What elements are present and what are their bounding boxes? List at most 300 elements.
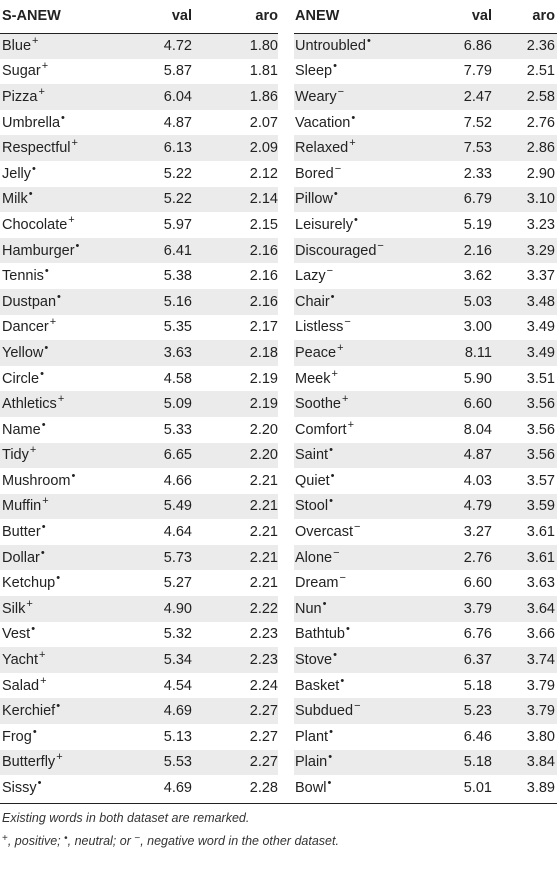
right-val-cell xyxy=(415,59,492,85)
left-word-text: Name xyxy=(2,421,41,438)
right-val-cell xyxy=(415,263,492,289)
positive-symbol: + xyxy=(2,832,8,844)
left-aro-text: 2.27 xyxy=(249,703,278,720)
right-val-cell xyxy=(415,545,492,571)
left-val-text: 4.54 xyxy=(163,677,192,694)
left-aro-text: 2.18 xyxy=(249,344,278,361)
table-row xyxy=(0,468,557,494)
right-word-text: Plant xyxy=(295,728,329,745)
right-word-cell xyxy=(294,775,415,801)
right-word-cell xyxy=(294,545,415,571)
right-val-text: 5.19 xyxy=(463,216,492,233)
right-aro-text: 3.49 xyxy=(526,344,555,361)
left-word-mark: • xyxy=(41,418,46,431)
left-aro-text: 1.86 xyxy=(249,88,278,105)
right-val-cell xyxy=(415,212,492,238)
left-word-mark: • xyxy=(40,546,45,559)
left-aro-cell xyxy=(192,263,278,289)
right-val-cell xyxy=(415,238,492,264)
right-aro-text: 3.66 xyxy=(526,626,555,643)
right-val-cell xyxy=(415,340,492,366)
left-word-cell xyxy=(0,622,118,648)
row-spacer-cell xyxy=(278,698,294,724)
right-aro-cell xyxy=(492,135,557,161)
left-word-mark: • xyxy=(44,265,49,278)
left-val-cell xyxy=(118,84,192,110)
right-word-text: Bathtub xyxy=(295,626,345,643)
left-word-mark: • xyxy=(40,367,44,380)
right-word-text: Untroubled xyxy=(295,38,366,55)
left-word-text: Jelly xyxy=(2,165,32,182)
right-word-mark: + xyxy=(347,418,355,431)
left-word-mark: + xyxy=(32,35,39,48)
right-word-cell xyxy=(294,519,415,545)
table-row xyxy=(0,622,557,648)
row-spacer-cell xyxy=(278,187,294,213)
right-aro-cell xyxy=(492,238,557,264)
right-word-mark: − xyxy=(337,85,345,98)
right-aro-text: 3.79 xyxy=(526,677,555,694)
right-val-cell xyxy=(415,775,492,801)
right-val-cell xyxy=(415,110,492,136)
negative-symbol: − xyxy=(134,832,141,844)
right-aro-text: 3.56 xyxy=(526,421,555,438)
left-aro-cell xyxy=(192,110,278,136)
right-word-cell xyxy=(294,698,415,724)
left-word-text: Salad xyxy=(2,677,40,694)
left-val-text: 5.34 xyxy=(163,652,192,669)
left-word-text: Vest xyxy=(2,626,31,643)
left-aro-text: 2.21 xyxy=(249,549,278,566)
left-val-cell xyxy=(118,238,192,264)
table-row xyxy=(0,263,557,289)
left-aro-text: 2.24 xyxy=(249,677,278,694)
left-word-mark: • xyxy=(57,290,61,303)
right-aro-text: 3.61 xyxy=(526,524,555,541)
left-word-cell xyxy=(0,647,118,673)
right-word-cell xyxy=(294,315,415,341)
left-val-text: 5.32 xyxy=(163,626,192,643)
left-val-cell xyxy=(118,750,192,776)
left-word-text: Muffin xyxy=(2,498,42,515)
right-val-text: 5.01 xyxy=(463,780,492,797)
left-word-mark: + xyxy=(68,213,75,226)
left-word-text: Ketchup xyxy=(2,575,56,592)
right-word-mark: • xyxy=(346,623,350,636)
left-val-text: 6.13 xyxy=(163,140,192,157)
row-spacer-cell xyxy=(278,212,294,238)
left-aro-text: 2.21 xyxy=(249,472,278,489)
left-word-mark: + xyxy=(42,495,49,508)
left-word-cell xyxy=(0,698,118,724)
right-aro-cell xyxy=(492,340,557,366)
right-val-cell xyxy=(415,366,492,392)
left-aro-text: 2.16 xyxy=(249,293,278,310)
left-word-text: Silk xyxy=(2,600,26,617)
left-val-text: 6.65 xyxy=(163,447,192,464)
right-val-text: 5.18 xyxy=(463,677,492,694)
table-row xyxy=(0,545,557,571)
row-spacer-cell xyxy=(278,315,294,341)
right-aro-cell xyxy=(492,289,557,315)
right-word-text: Weary xyxy=(295,88,337,105)
right-word-cell xyxy=(294,494,415,520)
right-word-cell xyxy=(294,59,415,85)
right-aro-text: 3.56 xyxy=(526,447,555,464)
right-val-cell xyxy=(415,622,492,648)
left-word-cell xyxy=(0,724,118,750)
right-aro-text: 3.56 xyxy=(526,396,555,413)
left-aro-text: 2.09 xyxy=(249,140,278,157)
left-aro-cell xyxy=(192,315,278,341)
left-aro-text: 2.23 xyxy=(249,626,278,643)
left-word-mark: • xyxy=(61,111,65,124)
right-aro-text: 3.79 xyxy=(526,703,555,720)
right-word-text: Chair xyxy=(295,293,330,310)
left-aro-text: 2.19 xyxy=(249,370,278,387)
row-spacer-cell xyxy=(278,647,294,673)
row-spacer-cell xyxy=(278,417,294,443)
left-word-text: Frog xyxy=(2,728,32,745)
table-row xyxy=(0,775,557,801)
right-aro-cell xyxy=(492,468,557,494)
right-word-mark: • xyxy=(333,188,338,201)
left-word-cell xyxy=(0,570,118,596)
footnote-legend xyxy=(2,834,339,848)
right-val-cell xyxy=(415,673,492,699)
row-spacer-cell xyxy=(278,494,294,520)
left-val-text: 5.27 xyxy=(163,575,192,592)
right-aro-text: 3.80 xyxy=(526,728,555,745)
right-val-cell xyxy=(415,519,492,545)
right-word-text: Stove xyxy=(295,652,333,669)
right-aro-text: 2.36 xyxy=(526,38,555,55)
right-word-text: Nun xyxy=(295,600,322,617)
left-word-mark: + xyxy=(40,674,47,687)
left-word-cell xyxy=(0,238,118,264)
right-word-text: Meek xyxy=(295,370,331,387)
right-word-text: Lazy xyxy=(295,268,326,285)
left-aro-cell xyxy=(192,775,278,801)
right-val-cell xyxy=(415,315,492,341)
left-val-cell xyxy=(118,673,192,699)
right-aro-cell xyxy=(492,110,557,136)
left-val-cell xyxy=(118,443,192,469)
right-aro-cell xyxy=(492,84,557,110)
right-aro-text: 3.89 xyxy=(526,780,555,797)
right-word-text: Alone xyxy=(295,549,333,566)
left-word-cell xyxy=(0,289,118,315)
table-row xyxy=(0,84,557,110)
right-val-text: 6.46 xyxy=(463,728,492,745)
left-word-text: Mushroom xyxy=(2,472,71,489)
right-word-text: Overcast xyxy=(295,524,354,541)
right-aro-cell xyxy=(492,775,557,801)
right-val-cell xyxy=(415,135,492,161)
left-word-mark: • xyxy=(41,521,46,534)
table-row xyxy=(0,33,557,59)
left-val-cell xyxy=(118,161,192,187)
left-word-mark: • xyxy=(32,725,37,738)
left-word-cell xyxy=(0,417,118,443)
left-word-cell xyxy=(0,110,118,136)
left-word-text: Blue xyxy=(2,38,32,55)
right-word-mark: • xyxy=(329,495,333,508)
right-word-mark: − xyxy=(339,572,346,585)
left-aro-cell xyxy=(192,187,278,213)
left-val-cell xyxy=(118,315,192,341)
left-val-text: 3.63 xyxy=(163,344,192,361)
right-aro-cell xyxy=(492,417,557,443)
right-word-cell xyxy=(294,340,415,366)
row-spacer-cell xyxy=(278,110,294,136)
left-aro-cell xyxy=(192,622,278,648)
right-word-cell xyxy=(294,443,415,469)
left-word-mark: + xyxy=(38,85,45,98)
left-aro-cell xyxy=(192,289,278,315)
left-aro-text: 2.20 xyxy=(249,447,278,464)
left-word-cell xyxy=(0,596,118,622)
row-spacer-cell xyxy=(278,545,294,571)
right-val-text: 2.16 xyxy=(463,242,492,259)
header-left-val: val xyxy=(118,0,192,33)
right-word-cell xyxy=(294,391,415,417)
right-val-text: 4.87 xyxy=(463,447,492,464)
left-aro-text: 2.16 xyxy=(249,268,278,285)
left-aro-cell xyxy=(192,340,278,366)
right-word-text: Quiet xyxy=(295,472,330,489)
left-aro-cell xyxy=(192,519,278,545)
left-val-cell xyxy=(118,263,192,289)
left-val-text: 5.13 xyxy=(163,728,192,745)
header-anew: ANEW xyxy=(294,0,415,33)
right-aro-cell xyxy=(492,263,557,289)
right-word-mark: • xyxy=(351,111,356,124)
left-aro-text: 2.21 xyxy=(249,575,278,592)
right-word-cell xyxy=(294,212,415,238)
row-spacer-cell xyxy=(278,135,294,161)
right-word-cell xyxy=(294,135,415,161)
right-aro-cell xyxy=(492,545,557,571)
left-aro-cell xyxy=(192,468,278,494)
row-spacer-cell xyxy=(278,33,294,59)
right-word-text: Bowl xyxy=(295,780,327,797)
right-word-text: Comfort xyxy=(295,421,347,438)
right-word-text: Leisurely xyxy=(295,216,354,233)
right-word-mark: • xyxy=(330,469,335,482)
left-val-text: 4.87 xyxy=(163,114,192,131)
right-aro-text: 3.59 xyxy=(526,498,555,515)
left-aro-cell xyxy=(192,366,278,392)
right-val-cell xyxy=(415,468,492,494)
left-word-cell xyxy=(0,161,118,187)
right-val-text: 2.33 xyxy=(463,165,492,182)
left-val-cell xyxy=(118,187,192,213)
right-aro-cell xyxy=(492,750,557,776)
right-word-mark: − xyxy=(354,521,361,534)
left-aro-text: 1.80 xyxy=(249,38,278,55)
right-aro-text: 3.51 xyxy=(526,370,555,387)
right-aro-text: 3.64 xyxy=(526,600,555,617)
left-word-cell xyxy=(0,212,118,238)
row-spacer-cell xyxy=(278,673,294,699)
right-word-mark: • xyxy=(333,60,337,73)
left-aro-text: 2.17 xyxy=(249,319,278,336)
right-val-text: 5.23 xyxy=(463,703,492,720)
right-aro-cell xyxy=(492,212,557,238)
row-spacer-cell xyxy=(278,263,294,289)
right-word-cell xyxy=(294,417,415,443)
left-aro-cell xyxy=(192,212,278,238)
left-word-text: Athletics xyxy=(2,396,57,413)
left-word-text: Respectful xyxy=(2,140,71,157)
right-aro-text: 3.48 xyxy=(526,293,555,310)
left-val-text: 5.97 xyxy=(163,216,192,233)
right-aro-cell xyxy=(492,315,557,341)
right-val-text: 8.04 xyxy=(463,421,492,438)
row-spacer-cell xyxy=(278,391,294,417)
left-val-text: 5.73 xyxy=(163,549,192,566)
footnote-legend-text-1: , positive; xyxy=(7,833,65,848)
table-row xyxy=(0,289,557,315)
left-val-text: 4.69 xyxy=(163,780,192,797)
right-word-mark: − xyxy=(333,546,340,559)
left-val-cell xyxy=(118,110,192,136)
right-aro-cell xyxy=(492,596,557,622)
right-val-cell xyxy=(415,417,492,443)
left-val-text: 5.53 xyxy=(163,754,192,771)
left-val-cell xyxy=(118,289,192,315)
right-word-cell xyxy=(294,366,415,392)
left-aro-cell xyxy=(192,698,278,724)
left-word-text: Hamburger xyxy=(2,242,75,259)
left-aro-cell xyxy=(192,673,278,699)
row-spacer-cell xyxy=(278,340,294,366)
right-aro-cell xyxy=(492,59,557,85)
right-aro-text: 3.10 xyxy=(526,191,555,208)
right-aro-text: 3.84 xyxy=(526,754,555,771)
right-word-mark: • xyxy=(366,35,371,48)
left-val-cell xyxy=(118,596,192,622)
right-aro-cell xyxy=(492,187,557,213)
right-word-cell xyxy=(294,161,415,187)
left-word-text: Sissy xyxy=(2,780,37,797)
right-val-text: 3.62 xyxy=(463,268,492,285)
left-aro-text: 2.22 xyxy=(249,600,278,617)
row-spacer-cell xyxy=(278,519,294,545)
left-aro-text: 2.21 xyxy=(249,498,278,515)
left-val-text: 4.72 xyxy=(163,38,192,55)
left-aro-cell xyxy=(192,443,278,469)
right-aro-text: 3.23 xyxy=(526,216,555,233)
left-word-text: Yacht xyxy=(2,652,39,669)
right-val-text: 6.37 xyxy=(463,652,492,669)
left-val-cell xyxy=(118,622,192,648)
right-word-cell xyxy=(294,468,415,494)
right-aro-text: 3.29 xyxy=(526,242,555,259)
left-word-text: Dustpan xyxy=(2,293,57,310)
left-word-cell xyxy=(0,33,118,59)
right-word-text: Dream xyxy=(295,575,339,592)
right-word-mark: + xyxy=(341,393,349,406)
left-val-text: 5.16 xyxy=(163,293,192,310)
row-spacer-cell xyxy=(278,84,294,110)
right-word-text: Vacation xyxy=(295,114,351,131)
right-val-text: 6.79 xyxy=(463,191,492,208)
right-word-cell xyxy=(294,724,415,750)
left-word-cell xyxy=(0,366,118,392)
left-aro-cell xyxy=(192,238,278,264)
right-word-cell xyxy=(294,673,415,699)
right-aro-text: 3.37 xyxy=(526,268,555,285)
left-val-text: 4.58 xyxy=(163,370,192,387)
table-row xyxy=(0,315,557,341)
left-val-text: 5.38 xyxy=(163,268,192,285)
row-spacer-cell xyxy=(278,622,294,648)
right-val-cell xyxy=(415,443,492,469)
right-word-cell xyxy=(294,622,415,648)
footnote-legend-text-2: , neutral; or xyxy=(67,833,135,848)
left-val-cell xyxy=(118,724,192,750)
right-aro-text: 3.61 xyxy=(526,549,555,566)
right-word-cell xyxy=(294,263,415,289)
right-word-text: Relaxed xyxy=(295,140,349,157)
right-aro-text: 3.49 xyxy=(526,319,555,336)
left-val-cell xyxy=(118,33,192,59)
table-row xyxy=(0,59,557,85)
left-aro-cell xyxy=(192,391,278,417)
left-aro-text: 2.07 xyxy=(249,114,278,131)
left-aro-text: 2.12 xyxy=(249,165,278,182)
right-aro-text: 2.51 xyxy=(526,63,555,80)
table-row xyxy=(0,698,557,724)
right-word-mark: • xyxy=(340,674,345,687)
table-row xyxy=(0,443,557,469)
left-val-text: 6.41 xyxy=(163,242,192,259)
right-word-text: Stool xyxy=(295,498,329,515)
left-val-text: 4.64 xyxy=(163,524,192,541)
right-aro-cell xyxy=(492,570,557,596)
right-val-text: 7.52 xyxy=(463,114,492,131)
right-word-text: Soothe xyxy=(295,396,341,413)
right-word-mark: − xyxy=(377,239,384,252)
left-word-cell xyxy=(0,263,118,289)
left-word-text: Milk xyxy=(2,191,28,208)
header-left-aro: aro xyxy=(192,0,278,33)
left-aro-cell xyxy=(192,570,278,596)
right-word-text: Listless xyxy=(295,319,344,336)
row-spacer-cell xyxy=(278,59,294,85)
left-word-cell xyxy=(0,494,118,520)
left-word-mark: • xyxy=(28,188,33,201)
right-val-text: 3.27 xyxy=(463,524,492,541)
left-aro-text: 2.21 xyxy=(249,524,278,541)
left-aro-text: 2.14 xyxy=(249,191,278,208)
left-word-text: Umbrella xyxy=(2,114,61,131)
right-val-text: 7.79 xyxy=(463,63,492,80)
left-word-mark: • xyxy=(32,162,36,175)
left-word-mark: + xyxy=(41,60,49,73)
right-val-cell xyxy=(415,647,492,673)
left-word-cell xyxy=(0,391,118,417)
table-row xyxy=(0,135,557,161)
table-body xyxy=(0,33,557,801)
left-aro-cell xyxy=(192,84,278,110)
left-word-text: Tidy xyxy=(2,447,29,464)
right-val-cell xyxy=(415,596,492,622)
left-aro-cell xyxy=(192,59,278,85)
right-aro-text: 2.58 xyxy=(526,88,555,105)
